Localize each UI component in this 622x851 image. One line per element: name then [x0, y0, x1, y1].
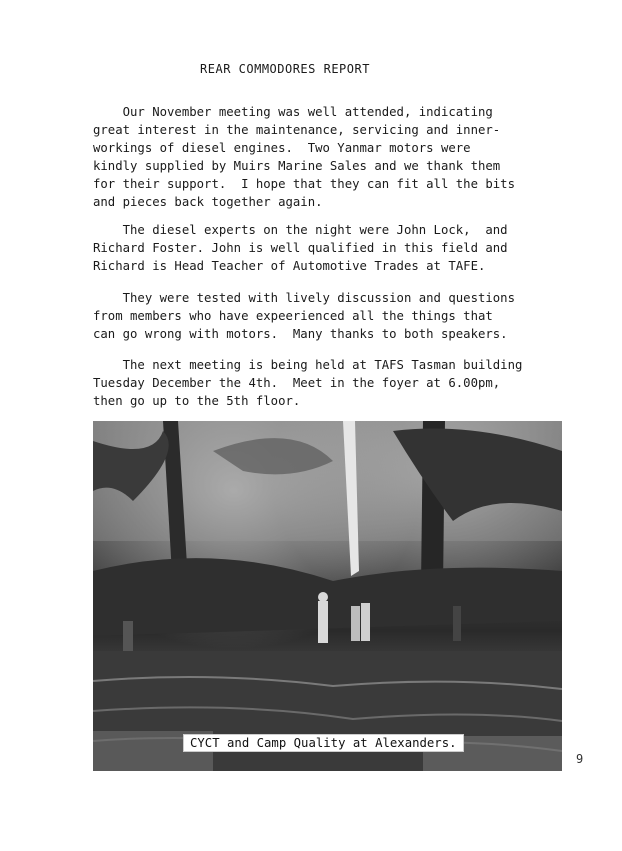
text-line: Richard is Head Teacher of Automotive Trades at TAFE.	[93, 259, 486, 273]
text-line: workings of diesel engines. Two Yanmar motors were	[93, 141, 471, 155]
paragraph-3	[93, 289, 573, 343]
text-line: Richard Foster. John is well qualified in this field and	[93, 241, 508, 255]
photo-caption: CYCT and Camp Quality at Alexanders.	[183, 734, 464, 752]
text-line: Our November meeting was well attended, indicating	[93, 105, 493, 119]
page-title: REAR COMMODORES REPORT	[200, 62, 370, 76]
photo-scene	[93, 421, 562, 771]
text-line: from members who have expeerienced all the things that	[93, 309, 493, 323]
text-line: The diesel experts on the night were John Lock, and	[93, 223, 508, 237]
text-line: for their support. I hope that they can fit all the bits	[93, 177, 515, 191]
text-line: They were tested with lively discussion and questions	[93, 291, 515, 305]
page-number: 9	[576, 752, 584, 766]
text-line: kindly supplied by Muirs Marine Sales and we thank them	[93, 159, 501, 173]
text-line: Tuesday December the 4th. Meet in the foyer at 6.00pm,	[93, 376, 501, 390]
text-line: and pieces back together again.	[93, 195, 323, 209]
text-line: then go up to the 5th floor.	[93, 394, 301, 408]
paragraph-4	[93, 356, 573, 410]
text-line: The next meeting is being held at TAFS Tasman building	[93, 358, 523, 372]
paragraph-2	[93, 221, 573, 275]
text-line: great interest in the maintenance, servicing and inner-	[93, 123, 501, 137]
paragraph-1	[93, 103, 573, 211]
photo	[93, 421, 562, 771]
text-line: can go wrong with motors. Many thanks to both speakers.	[93, 327, 508, 341]
